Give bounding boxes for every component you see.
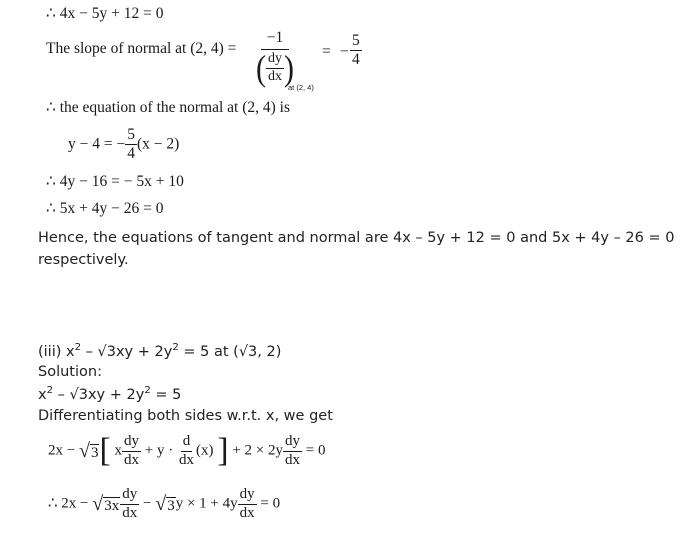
slope-equals: = (322, 43, 331, 60)
differentiating-text: Differentiating both sides w.r.t. x, we get (38, 408, 333, 424)
normal-step-1: ∴ 4y − 16 = − 5x + 10 (46, 173, 184, 190)
given-equation: $x^2 - √3xy + 2y^2 = 5$ (38, 385, 182, 403)
at-point-label: at (2, 4) (288, 83, 314, 92)
normal-equation-intro: ∴ the equation of the normal at (2, 4) is (46, 99, 291, 116)
normal-eq-rhs: (x − 2) (136, 135, 180, 153)
solution-label: Solution: (38, 364, 102, 380)
hence-line-2: respectively. (38, 252, 129, 268)
slope-normal-fraction: −1 ( $\frac{dy}{dx}$ ) (256, 29, 294, 88)
hence-line-1: Hence, the equations of tangent and normal are 4x – 5y + 12 = 0 and 5x + 4y – 26 = 0 (38, 230, 675, 246)
normal-equation: y − 4 = − $\frac{5}{4}$ (x − 2) (68, 126, 180, 163)
dx-label: dx (268, 68, 282, 84)
part-iii-question: (iii) $x^2 - √3xy + 2y^2 = 5$ at (√3, 2) (38, 342, 282, 360)
slope-result-sign: − (340, 43, 349, 60)
dy-label: dy (266, 52, 284, 69)
slope-normal-numerator: −1 (261, 30, 290, 50)
normal-eq-lhs: y − 4 = − (68, 135, 126, 153)
slope-normal-label: The slope of normal at (2, 4) = (46, 40, 237, 57)
final-equation: ∴ 2x − √ 3x $\frac{dy}{dx}$ − √ 3 y × 1 + 4y $\frac{dy}{dx}$ = 0 (48, 486, 281, 521)
differentiated-equation: 2x − √ 3 [ x $\frac{dy}{dx}$ + y · $\frac{d}{dx}$ (x) ] + 2 × 2y $\frac{dy}{dx}$ = 0 (48, 432, 326, 470)
tangent-equation-final: ∴ 4x − 5y + 12 = 0 (46, 5, 164, 22)
normal-step-2: ∴ 5x + 4y − 26 = 0 (46, 200, 164, 217)
slope-result-fraction: $\frac{5}{4}$ (352, 32, 360, 69)
